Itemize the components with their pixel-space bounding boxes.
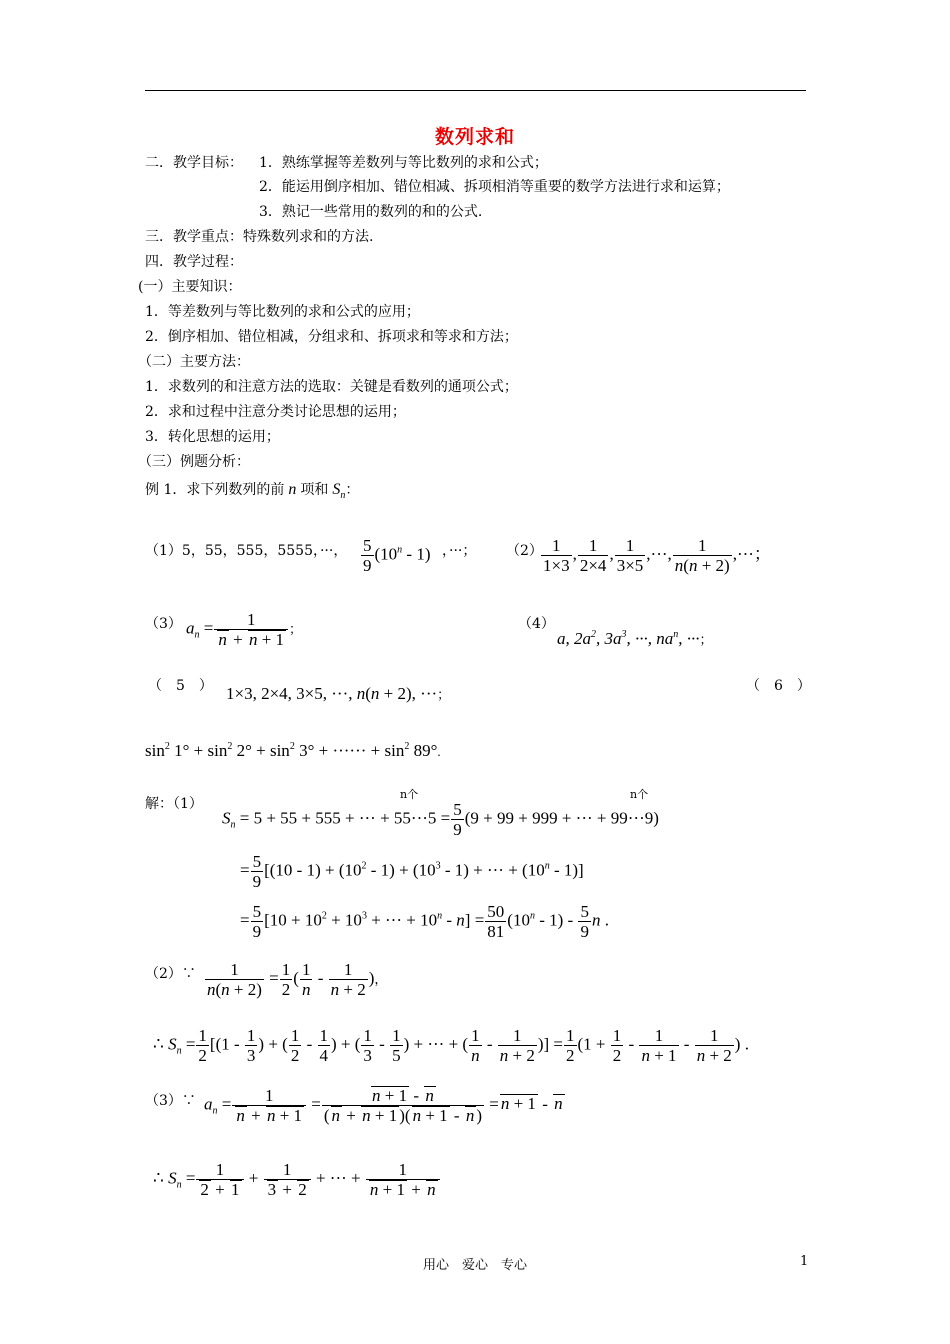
brace-label-2: n个 xyxy=(630,788,649,801)
problem-3-formula: $a_n$ = $\frac{1}{n + n + 1}$ ； xyxy=(186,610,303,649)
goals-label: 二．教学目标： xyxy=(145,155,243,171)
problem-4-label: （4） xyxy=(518,616,555,632)
problem-5-label: （ 5 ） xyxy=(148,678,213,694)
problem-5-formula: 1×3, 2×4, 3×5, ···, n(n + 2), ···； xyxy=(226,684,451,703)
solution-label: 解：（1） xyxy=(145,796,203,812)
problem-3-label: （3） xyxy=(145,616,182,632)
examples-heading: （三）例题分析： xyxy=(138,454,250,470)
example-1-heading: 例 1．求下列数列的前 n 项和 $S_n$： xyxy=(145,481,360,501)
problem-6-label: （ 6 ） xyxy=(746,678,811,694)
problem-2-formula: $\frac{1}{1\times 3}$ , $\frac{1}{2\times 4}$ , $\frac{1}{3\times 5}$ ,···, $\frac{1}{n(n + 2)}$ ,···； xyxy=(543,536,771,575)
goal-item-1: 1．熟练掌握等差数列与等比数列的求和公式； xyxy=(259,155,548,171)
brace-label-1: n个 xyxy=(400,788,419,801)
solution-1-line-3: = $\frac{5}{9}$ [$10 + 10^2 + 10^3$ + ··· + $10^n - n$] = $\frac{50}{81}$ (10$^n$ - 1) - $\frac{5}{9}$ n . xyxy=(240,902,609,941)
solution-2-label: （2）∵ xyxy=(145,966,196,982)
process-heading: 四．教学过程： xyxy=(145,254,243,270)
keypoint-line: 三．教学重点：特殊数列求和的方法. xyxy=(145,229,374,245)
solution-2-line-1: $\frac{1}{n(n + 2)}$ = $\frac{1}{2}$ ( $\frac{1}{n}$ - $\frac{1}{n + 2}$ )， xyxy=(207,960,388,999)
knowledge-item-1: 1．等差数列与等比数列的求和公式的应用； xyxy=(145,304,420,320)
problem-2-label: （2） xyxy=(506,543,543,559)
goal-item-3: 3．熟记一些常用的数列的和的公式. xyxy=(259,204,483,220)
goal-item-2: 2．能运用倒序相加、错位相减、拆项相消等重要的数学方法进行求和运算； xyxy=(259,179,730,195)
page-title: 数列求和 xyxy=(434,126,515,148)
solution-3-line-1: $a_n$ = $\frac{1}{n + n + 1}$ = $\frac{n + 1 - n}{( n + n + 1 )( n + 1 - n )}$ = n + 1 - n xyxy=(204,1086,563,1125)
methods-item-2: 2．求和过程中注意分类讨论思想的运用； xyxy=(145,404,406,420)
knowledge-heading: (一）主要知识： xyxy=(138,279,242,295)
solution-3-line-2: ∴ $S_n$ = $\frac{1}{2 + 1}$ + $\frac{1}{3 + 2}$ + ··· + $\frac{1}{n + 1 + n}$ xyxy=(153,1160,441,1199)
header-rule xyxy=(145,90,806,91)
knowledge-item-2: 2．倒序相加、错位相减，分组求和、拆项求和等求和方法； xyxy=(145,329,518,345)
problem-1-label: （1）5，55，555，5555，···， xyxy=(145,543,348,559)
methods-item-3: 3．转化思想的运用； xyxy=(145,429,280,445)
problem-6-formula: $\sin^2 1^\circ + \sin^2 2^\circ + \sin^2 3^\circ$ + ······ + $\sin^2 89^\circ$. xyxy=(145,741,441,760)
page-footer: 用心 爱心 专心 xyxy=(422,1258,527,1273)
problem-1-tail: ，···； xyxy=(442,543,477,559)
page-number: 1 xyxy=(800,1254,809,1269)
problem-4-formula: a, $2a^2$, $3a^3$, ···, $na^n$, ···； xyxy=(557,629,713,648)
solution-1-line-1: $S_n = 5 + 55 + 555$ + ··· + 55···5 = $\frac{5}{9}$ (9 + 99 + 999 + ··· + 99···9) xyxy=(222,800,659,839)
methods-heading: （二）主要方法： xyxy=(138,354,250,370)
solution-3-label: （3）∵ xyxy=(145,1093,196,1109)
methods-item-1: 1．求数列的和注意方法的选取：关键是看数列的通项公式； xyxy=(145,379,518,395)
solution-1-line-2: = $\frac{5}{9}$ [$(10 - 1) + (10^2 - 1) + (10^3 - 1)$ + ··· + $(10^n - 1)$] xyxy=(240,852,584,891)
problem-1-formula: $\frac{5}{9}$ (10$^n$ - 1) xyxy=(363,536,431,575)
solution-2-line-2: ∴ $S_n$ = $\frac{1}{2}$ [(1 - $\frac{1}{3}$ ) + ( $\frac{1}{2}$ - $\frac{1}{4}$ ) + ( $\frac{1}{3}$ - $\frac{1}{5}$ ) + ··· + ( $\frac{1}{n}$ - $\frac{1}{n + 2}$ )] = $\frac{1}{2}$ (1 + $\frac{1}{2}$ - $\frac{1}{n + 1}$ - $\frac{1}{n + 2}$ ) . xyxy=(153,1026,749,1065)
